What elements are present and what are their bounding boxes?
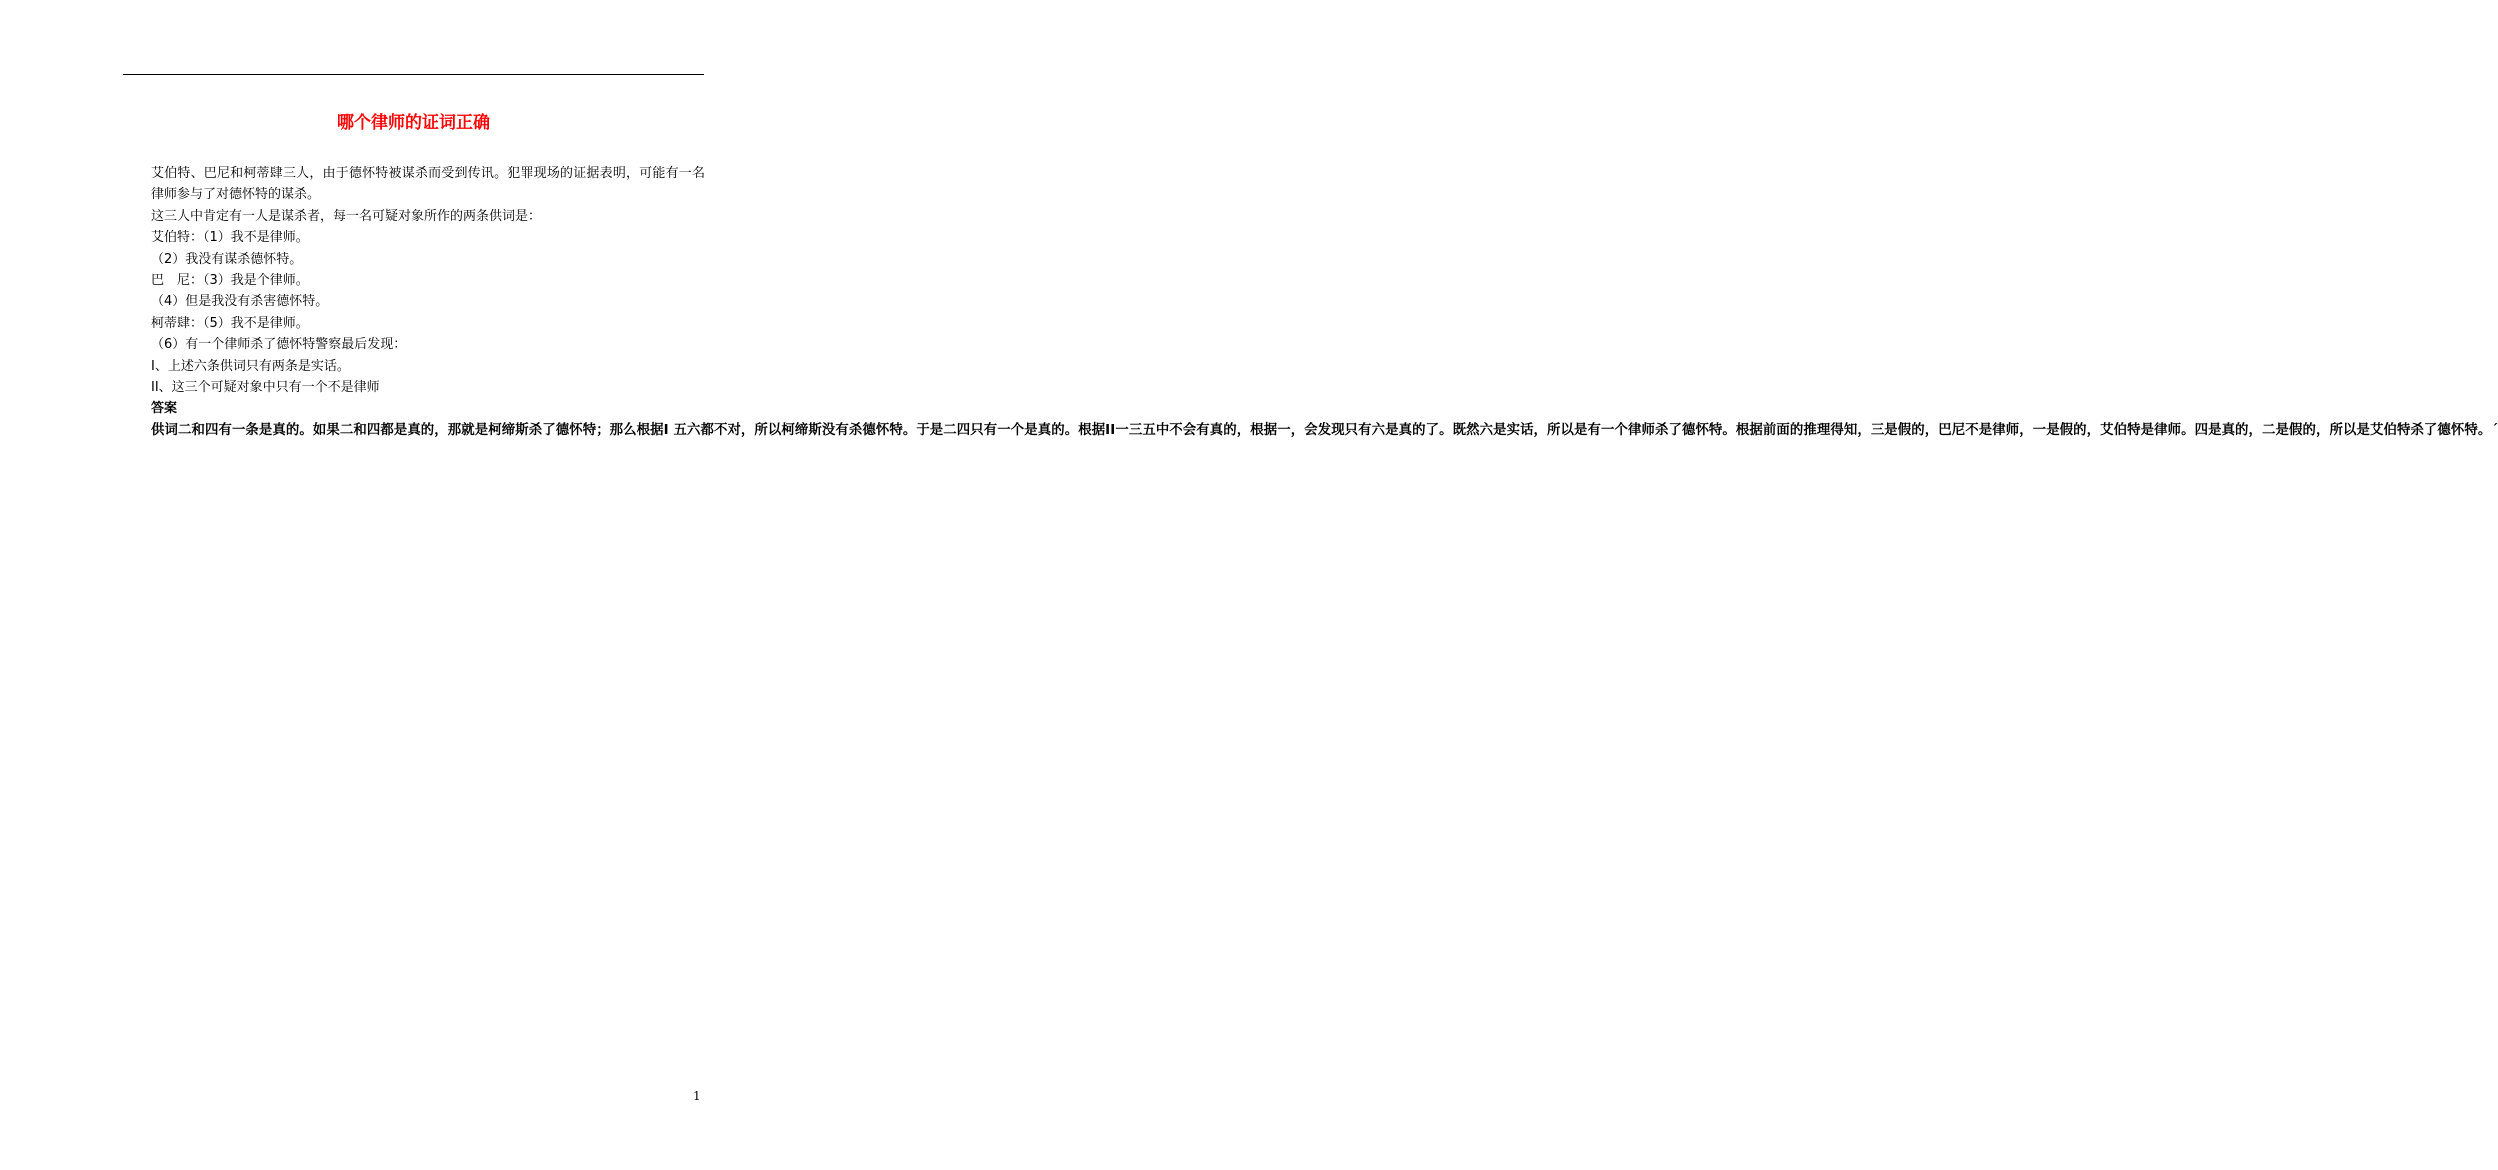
intro-paragraph: 艾伯特、巴尼和柯蒂肆三人，由于德怀特被谋杀而受到传讯。犯罪现场的证据表明，可能有一名律师参与了对德怀特的谋杀。 xyxy=(151,166,705,203)
statement-5: 柯蒂肆：（5）我不是律师。 xyxy=(151,315,309,331)
answer-paragraph: 供词二和四有一条是真的。如果二和四都是真的，那就是柯缔斯杀了德怀特；那么根据I 五六都不对，所以柯缔斯没有杀德怀特。于是二四只有一个是真的。根据II一三五中不会有真的，根据一，会发现只有六是真的了。既然六是实话，所以是有一个律师杀了德怀特。根据前面的推理得知，三是假的，巴尼不是律师，一是假的，艾伯特是律师。四是真的，二是假的，所以是艾伯特杀了德怀特。ˊ xyxy=(151,422,2498,438)
statement-3: 巴 尼：（3）我是个律师。 xyxy=(151,273,309,289)
answer-heading: 答案 xyxy=(151,401,178,417)
statement-6: （6）有一个律师杀了德怀特警察最后发现： xyxy=(151,337,407,353)
finding-1: I、上述六条供词只有两条是实话。 xyxy=(151,358,350,374)
page-number: 1 xyxy=(693,1089,701,1103)
document-title: 哪个律师的证词正确 xyxy=(337,113,490,133)
statement-1: 艾伯特：（1）我不是律师。 xyxy=(151,230,309,246)
intro-paragraph-2: 这三人中肯定有一人是谋杀者，每一名可疑对象所作的两条供词是： xyxy=(151,208,542,224)
document-body xyxy=(125,163,2498,442)
header-rule xyxy=(123,74,704,75)
statement-4: （4）但是我没有杀害德怀特。 xyxy=(151,294,329,310)
statement-2: （2）我没有谋杀德怀特。 xyxy=(151,251,303,267)
finding-2: II、这三个可疑对象中只有一个不是律师 xyxy=(151,380,380,396)
